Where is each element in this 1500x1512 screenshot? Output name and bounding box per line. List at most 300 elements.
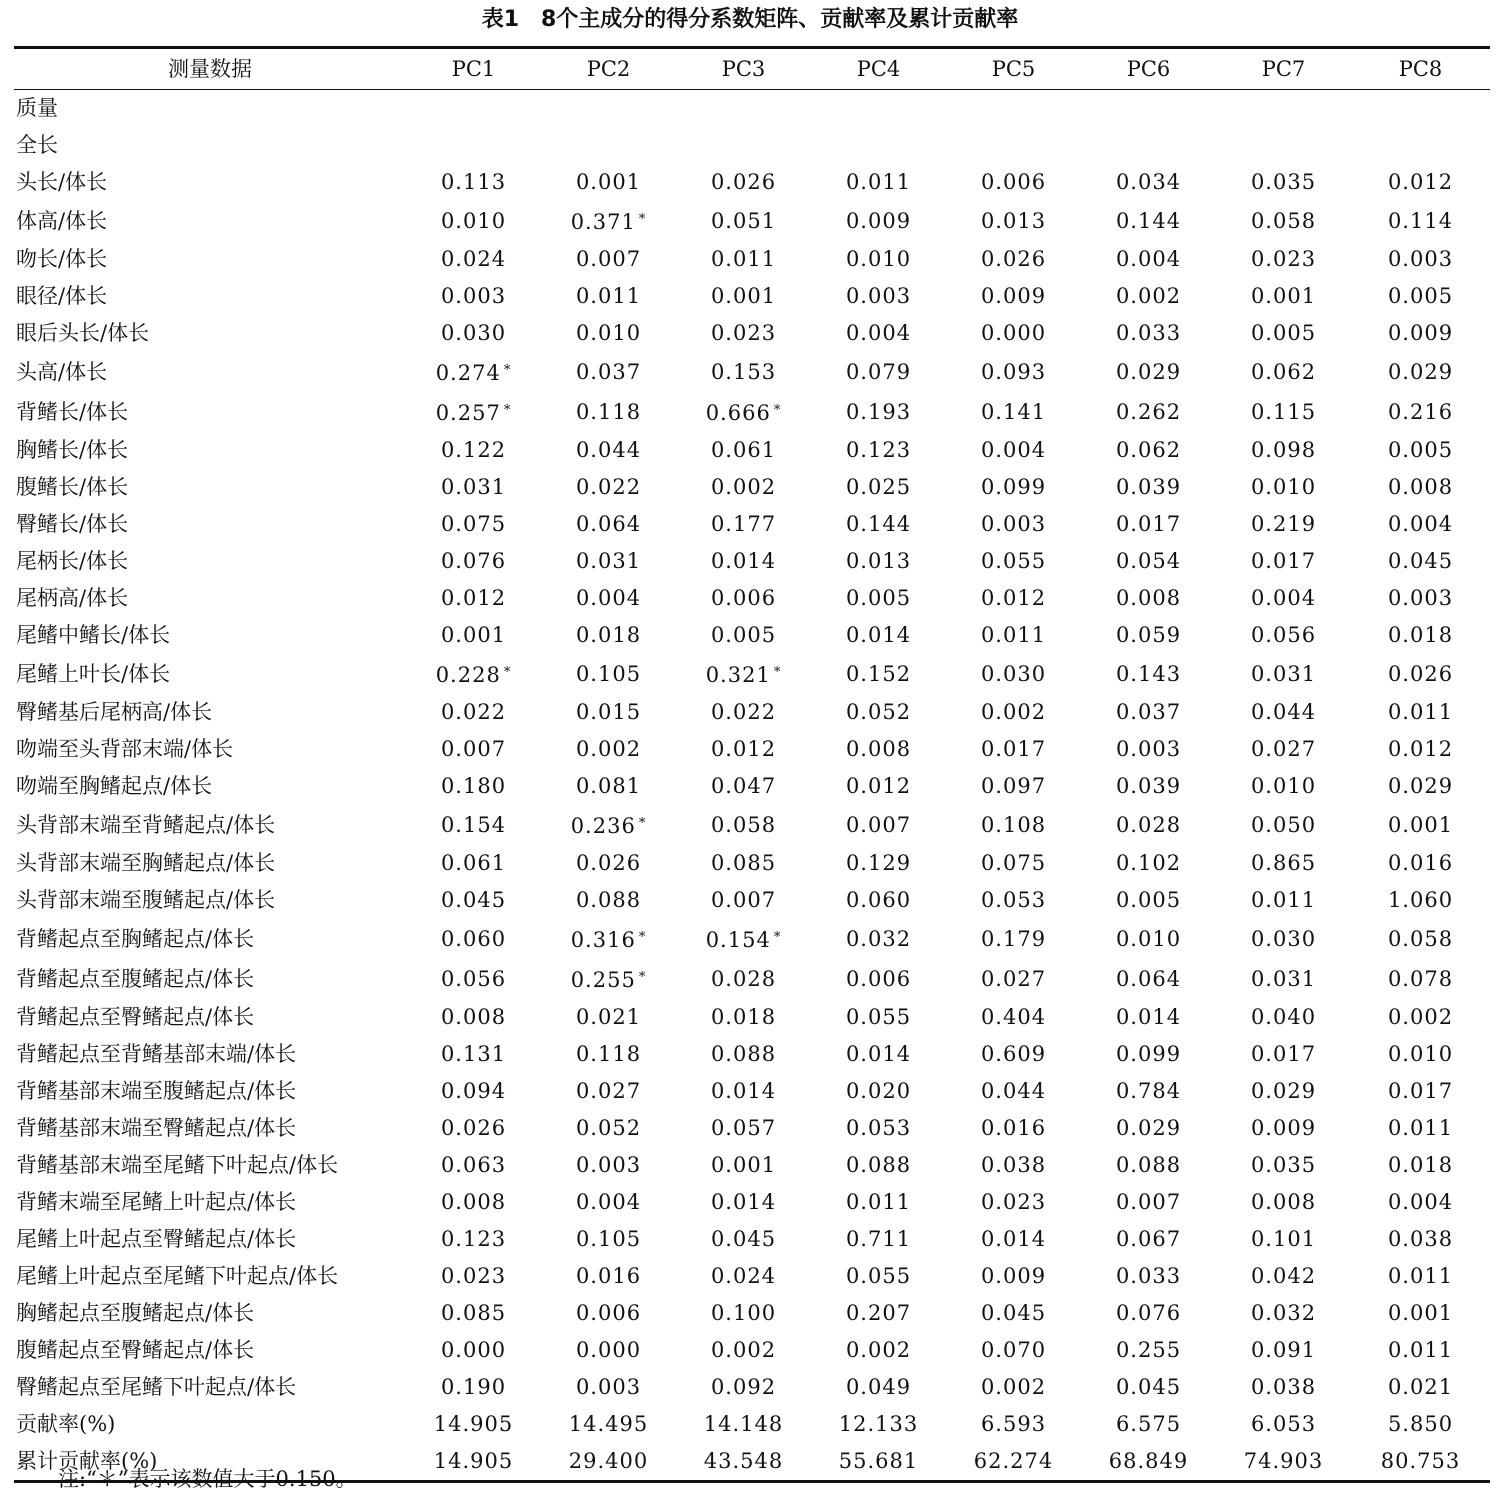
value-number: 0.255 [570, 968, 636, 992]
value-cell: 0.045 [1387, 549, 1454, 573]
value-cell [1081, 90, 1216, 128]
value-cell: 0.003 [440, 284, 507, 308]
value-cell: 0.011 [1387, 1116, 1454, 1140]
value-cell: 0.006 [980, 170, 1047, 194]
value-cell: 0.003 [1115, 737, 1182, 761]
value-cell [406, 392, 541, 432]
value-cell: 0.042 [1250, 1264, 1317, 1288]
value-cell: 0.076 [1115, 1301, 1182, 1325]
table-row [14, 506, 1490, 543]
table-row [14, 127, 1490, 164]
value-cell: 0.061 [710, 438, 777, 462]
value-cell: 0.029 [1115, 359, 1182, 384]
value-cell: 0.001 [440, 623, 507, 647]
value-cell: 0.029 [1250, 1079, 1317, 1103]
value-cell: 0.016 [980, 1116, 1047, 1140]
value-cell: 6.575 [1115, 1412, 1182, 1436]
row-label: 背鳍起点至背鳍基部末端/体长 [16, 1042, 297, 1066]
value-cell: 0.008 [845, 737, 912, 761]
value-cell: 0.052 [575, 1116, 642, 1140]
value-cell: 0.008 [1250, 1190, 1317, 1214]
row-label: 臀鳍基后尾柄高/体长 [16, 700, 213, 724]
value-cell: 0.016 [575, 1264, 642, 1288]
value-cell: 0.216 [1387, 399, 1454, 424]
value-cell [541, 90, 676, 128]
value-cell: 0.009 [845, 208, 912, 233]
value-cell: 0.015 [575, 700, 642, 724]
value-cell: 0.011 [1250, 888, 1317, 912]
value-cell: 0.075 [440, 512, 507, 536]
value-cell: 0.102 [1115, 851, 1182, 875]
value-cell: 0.255 [1115, 1338, 1182, 1362]
value-cell: 0.097 [980, 774, 1047, 798]
value-cell [676, 90, 811, 128]
value-cell: 0.099 [980, 475, 1047, 499]
value-cell: 0.054 [1115, 549, 1182, 573]
value-cell: 0.004 [575, 1190, 642, 1214]
header-cell-pc7: PC7 [1216, 48, 1351, 90]
asterisk-marker: * [773, 665, 782, 680]
header-cell-pc4: PC4 [811, 48, 946, 90]
value-cell [676, 392, 811, 432]
value-cell: 0.219 [1250, 512, 1317, 536]
value-cell: 0.010 [1387, 1042, 1454, 1066]
table-row [14, 805, 1490, 845]
value-cell: 0.014 [710, 1190, 777, 1214]
value-cell: 0.143 [1115, 661, 1182, 686]
row-label: 背鳍长/体长 [16, 399, 129, 424]
value-cell: 0.060 [845, 888, 912, 912]
value-cell: 0.011 [710, 247, 777, 271]
value-cell: 0.045 [980, 1301, 1047, 1325]
value-cell [1351, 127, 1490, 164]
value-cell: 0.014 [710, 549, 777, 573]
value-cell [676, 127, 811, 164]
value-cell: 0.017 [1387, 1079, 1454, 1103]
value-cell: 0.079 [845, 359, 912, 384]
value-number: 0.274 [435, 361, 501, 385]
table-row [14, 580, 1490, 617]
value-cell: 0.118 [575, 399, 642, 424]
value-cell: 0.062 [1115, 438, 1182, 462]
table-row [14, 1258, 1490, 1295]
value-cell: 0.058 [710, 812, 777, 837]
value-cell: 0.865 [1250, 851, 1317, 875]
value-cell: 0.023 [980, 1190, 1047, 1214]
value-cell: 0.154 [440, 812, 507, 837]
value-cell: 0.177 [710, 512, 777, 536]
value-cell [541, 959, 676, 999]
value-cell: 0.016 [1387, 851, 1454, 875]
value-cell: 0.047 [710, 774, 777, 798]
table-row [14, 959, 1490, 999]
value-cell: 14.905 [433, 1412, 514, 1436]
value-cell: 0.010 [575, 321, 642, 345]
value-cell: 62.274 [946, 1443, 1081, 1482]
table-row [14, 694, 1490, 731]
asterisk-marker: * [638, 212, 647, 227]
table-row [14, 1221, 1490, 1258]
value-cell: 0.013 [980, 208, 1047, 233]
value-cell: 0.031 [1250, 966, 1317, 991]
value-cell: 74.903 [1216, 1443, 1351, 1482]
value-cell: 0.056 [440, 966, 507, 991]
table-row [14, 392, 1490, 432]
value-cell: 0.057 [710, 1116, 777, 1140]
value-cell [1216, 90, 1351, 128]
table-row [14, 1110, 1490, 1147]
value-cell: 0.784 [1115, 1079, 1182, 1103]
value-cell: 0.007 [710, 888, 777, 912]
value-cell: 0.013 [845, 549, 912, 573]
value-cell: 0.023 [710, 321, 777, 345]
row-label: 背鳍起点至腹鳍起点/体长 [16, 966, 255, 991]
value-cell: 0.078 [1387, 966, 1454, 991]
value-cell: 0.007 [575, 247, 642, 271]
value-cell: 0.020 [845, 1079, 912, 1103]
value-cell: 0.031 [575, 549, 642, 573]
value-cell: 0.017 [1250, 1042, 1317, 1066]
table-row [14, 201, 1490, 241]
row-label: 头长/体长 [16, 170, 108, 194]
value-cell: 0.000 [440, 1338, 507, 1362]
value-cell: 0.050 [1250, 812, 1317, 837]
table-row [14, 617, 1490, 654]
value-cell: 0.061 [440, 851, 507, 875]
value-cell: 0.014 [980, 1227, 1047, 1251]
row-label: 尾鳍中鳍长/体长 [16, 623, 171, 647]
value-cell: 0.003 [575, 1375, 642, 1399]
value-cell: 43.548 [676, 1443, 811, 1482]
value-cell: 0.122 [440, 438, 507, 462]
asterisk-marker: * [638, 816, 647, 831]
value-cell: 0.003 [845, 284, 912, 308]
value-cell: 0.038 [980, 1153, 1047, 1177]
asterisk-marker: * [503, 403, 512, 418]
value-cell: 0.114 [1387, 208, 1454, 233]
row-label: 累计贡献率(%) [14, 1443, 406, 1482]
value-cell: 0.002 [1115, 284, 1182, 308]
value-cell: 14.148 [703, 1412, 784, 1436]
value-cell: 0.179 [980, 926, 1047, 951]
value-cell: 0.026 [710, 170, 777, 194]
value-cell: 6.053 [1250, 1412, 1317, 1436]
row-label: 头背部末端至背鳍起点/体长 [16, 812, 276, 837]
value-cell: 14.495 [568, 1412, 649, 1436]
value-cell [1081, 127, 1216, 164]
value-cell: 0.005 [1250, 321, 1317, 345]
value-cell: 0.081 [575, 774, 642, 798]
row-label: 全长 [16, 133, 58, 157]
table-row [14, 1184, 1490, 1221]
value-cell: 0.004 [1115, 247, 1182, 271]
value-cell: 0.011 [845, 170, 912, 194]
value-cell: 0.012 [440, 586, 507, 610]
value-cell: 0.118 [575, 1042, 642, 1066]
value-cell: 6.593 [980, 1412, 1047, 1436]
table-row [14, 1332, 1490, 1369]
value-cell: 0.058 [1387, 926, 1454, 951]
value-cell: 0.005 [1387, 284, 1454, 308]
value-cell: 0.031 [1250, 661, 1317, 686]
row-label: 尾柄高/体长 [16, 586, 129, 610]
value-cell: 0.105 [575, 661, 642, 686]
value-number: 0.228 [435, 663, 501, 687]
value-cell: 0.027 [980, 966, 1047, 991]
value-cell: 0.001 [710, 284, 777, 308]
value-cell: 0.021 [575, 1005, 642, 1029]
table-row [14, 654, 1490, 694]
value-cell: 80.753 [1351, 1443, 1490, 1482]
table-body [14, 90, 1490, 1482]
header-cell-pc2: PC2 [541, 48, 676, 90]
value-cell: 0.028 [710, 966, 777, 991]
value-cell [1216, 127, 1351, 164]
row-label: 体高/体长 [16, 208, 108, 233]
value-cell: 0.014 [1115, 1005, 1182, 1029]
row-label: 臀鳍起点至尾鳍下叶起点/体长 [16, 1375, 297, 1399]
value-cell: 0.002 [980, 700, 1047, 724]
value-cell: 0.062 [1250, 359, 1317, 384]
row-label: 头高/体长 [16, 359, 108, 384]
value-cell: 0.032 [845, 926, 912, 951]
value-cell: 0.004 [845, 321, 912, 345]
value-cell: 0.011 [575, 284, 642, 308]
value-cell: 0.088 [710, 1042, 777, 1066]
value-cell: 0.018 [710, 1005, 777, 1029]
value-cell: 55.681 [811, 1443, 946, 1482]
value-cell: 0.045 [1115, 1375, 1182, 1399]
value-cell: 0.100 [710, 1301, 777, 1325]
value-cell: 0.092 [710, 1375, 777, 1399]
value-cell: 0.064 [1115, 966, 1182, 991]
value-cell: 0.027 [575, 1079, 642, 1103]
row-label: 头背部末端至腹鳍起点/体长 [16, 888, 276, 912]
value-cell: 0.044 [1250, 700, 1317, 724]
value-cell: 0.180 [440, 774, 507, 798]
table-row [14, 999, 1490, 1036]
value-cell: 0.023 [440, 1264, 507, 1288]
table-row [14, 352, 1490, 392]
value-cell: 0.037 [575, 359, 642, 384]
value-cell: 0.055 [845, 1264, 912, 1288]
row-label: 吻端至头背部末端/体长 [16, 737, 234, 761]
table-row [14, 1036, 1490, 1073]
value-cell: 0.004 [1250, 586, 1317, 610]
table-row [14, 1295, 1490, 1332]
row-label: 尾鳍上叶长/体长 [16, 661, 171, 686]
value-cell: 0.088 [845, 1153, 912, 1177]
value-cell: 0.039 [1115, 774, 1182, 798]
table-title: 表1 8个主成分的得分系数矩阵、贡献率及累计贡献率 [481, 7, 1019, 32]
row-label: 背鳍末端至尾鳍上叶起点/体长 [16, 1190, 297, 1214]
value-cell [541, 805, 676, 845]
row-label: 质量 [16, 96, 58, 120]
value-cell: 0.404 [980, 1005, 1047, 1029]
value-cell: 0.027 [1250, 737, 1317, 761]
row-label: 尾鳍上叶起点至臀鳍起点/体长 [16, 1227, 297, 1251]
value-cell: 0.040 [1250, 1005, 1317, 1029]
value-number: 0.236 [570, 814, 636, 838]
asterisk-marker: * [638, 930, 647, 945]
value-cell: 0.003 [1387, 247, 1454, 271]
table-row [14, 768, 1490, 805]
header-cell-measure: 测量数据 [14, 48, 406, 90]
value-cell: 0.028 [1115, 812, 1182, 837]
asterisk-marker: * [503, 363, 512, 378]
value-cell: 0.012 [980, 586, 1047, 610]
value-cell: 0.031 [440, 475, 507, 499]
value-cell: 0.144 [1115, 208, 1182, 233]
value-cell: 0.006 [845, 966, 912, 991]
value-cell: 0.037 [1115, 700, 1182, 724]
value-cell: 0.207 [845, 1301, 912, 1325]
value-cell: 0.005 [1387, 438, 1454, 462]
value-cell: 0.064 [575, 512, 642, 536]
value-cell: 0.007 [440, 737, 507, 761]
value-cell: 0.053 [980, 888, 1047, 912]
value-cell: 0.029 [1387, 774, 1454, 798]
value-cell: 0.105 [575, 1227, 642, 1251]
value-cell [676, 919, 811, 959]
value-cell: 0.034 [1115, 170, 1182, 194]
value-cell: 0.085 [710, 851, 777, 875]
table-row [14, 1147, 1490, 1184]
value-cell: 0.018 [575, 623, 642, 647]
value-cell: 0.123 [845, 438, 912, 462]
value-cell: 0.152 [845, 661, 912, 686]
row-label: 背鳍基部末端至臀鳍起点/体长 [16, 1116, 297, 1140]
value-cell: 12.133 [838, 1412, 919, 1436]
value-cell: 0.045 [710, 1227, 777, 1251]
value-cell: 0.018 [1387, 623, 1454, 647]
table-row [14, 1406, 1490, 1443]
value-cell: 0.099 [1115, 1042, 1182, 1066]
value-cell: 0.002 [710, 1338, 777, 1362]
value-cell: 0.001 [1387, 812, 1454, 837]
value-cell: 0.006 [710, 586, 777, 610]
value-cell: 0.076 [440, 549, 507, 573]
value-cell: 0.018 [1387, 1153, 1454, 1177]
row-label: 头背部末端至胸鳍起点/体长 [16, 851, 276, 875]
value-cell [811, 127, 946, 164]
value-cell: 68.849 [1081, 1443, 1216, 1482]
value-cell: 0.014 [845, 1042, 912, 1066]
value-cell: 0.012 [1387, 170, 1454, 194]
row-label: 背鳍基部末端至腹鳍起点/体长 [16, 1079, 297, 1103]
value-cell: 0.011 [1387, 700, 1454, 724]
value-cell: 0.063 [440, 1153, 507, 1177]
row-label: 贡献率(%) [16, 1412, 116, 1436]
value-cell: 0.024 [440, 247, 507, 271]
value-cell: 0.012 [1387, 737, 1454, 761]
value-cell: 0.038 [1387, 1227, 1454, 1251]
table-header-row [14, 48, 1490, 90]
value-cell: 0.008 [1115, 586, 1182, 610]
value-cell: 0.011 [1387, 1338, 1454, 1362]
row-label: 尾柄长/体长 [16, 549, 129, 573]
table-row [14, 432, 1490, 469]
row-label: 眼径/体长 [16, 284, 108, 308]
value-cell: 0.000 [575, 1338, 642, 1362]
value-cell [811, 90, 946, 128]
value-cell: 0.123 [440, 1227, 507, 1251]
value-cell: 0.060 [440, 926, 507, 951]
value-cell: 0.009 [1387, 321, 1454, 345]
table-row [14, 882, 1490, 919]
value-cell: 0.008 [1387, 475, 1454, 499]
row-label: 背鳍基部末端至尾鳍下叶起点/体长 [16, 1153, 339, 1177]
table-row [14, 241, 1490, 278]
value-cell: 0.056 [1250, 623, 1317, 647]
table-row [14, 315, 1490, 352]
row-label: 胸鳍起点至腹鳍起点/体长 [16, 1301, 255, 1325]
value-cell: 0.067 [1115, 1227, 1182, 1251]
value-number: 0.257 [435, 401, 501, 425]
value-cell: 0.005 [1115, 888, 1182, 912]
value-cell [406, 352, 541, 392]
row-label: 背鳍起点至臀鳍起点/体长 [16, 1005, 255, 1029]
value-cell: 0.032 [1250, 1301, 1317, 1325]
value-cell: 0.008 [440, 1005, 507, 1029]
value-cell: 0.108 [980, 812, 1047, 837]
value-cell: 0.141 [980, 399, 1047, 424]
value-cell: 0.001 [710, 1153, 777, 1177]
value-cell: 0.055 [845, 1005, 912, 1029]
asterisk-marker: * [503, 665, 512, 680]
value-cell: 0.085 [440, 1301, 507, 1325]
value-cell: 0.012 [710, 737, 777, 761]
value-number: 0.371 [570, 210, 636, 234]
value-cell: 0.038 [1250, 1375, 1317, 1399]
value-cell: 0.004 [980, 438, 1047, 462]
header-cell-pc8: PC8 [1351, 48, 1490, 90]
value-cell: 0.026 [980, 247, 1047, 271]
asterisk-marker: * [773, 403, 782, 418]
value-cell: 0.004 [1387, 1190, 1454, 1214]
value-cell: 0.055 [980, 549, 1047, 573]
row-label: 臀鳍长/体长 [16, 512, 129, 536]
table-row [14, 90, 1490, 128]
value-cell: 0.004 [575, 586, 642, 610]
value-cell: 0.022 [710, 700, 777, 724]
value-cell: 0.088 [575, 888, 642, 912]
value-cell: 0.029 [1387, 359, 1454, 384]
value-cell: 0.035 [1250, 1153, 1317, 1177]
value-cell: 0.030 [1250, 926, 1317, 951]
value-number: 0.316 [570, 928, 636, 952]
value-cell: 0.002 [1387, 1005, 1454, 1029]
value-cell: 0.012 [845, 774, 912, 798]
value-cell: 0.030 [440, 321, 507, 345]
value-cell: 0.025 [845, 475, 912, 499]
value-cell: 0.005 [710, 623, 777, 647]
value-cell: 0.006 [575, 1301, 642, 1325]
value-cell: 0.014 [710, 1079, 777, 1103]
value-cell: 0.011 [980, 623, 1047, 647]
value-cell: 0.153 [710, 359, 777, 384]
value-cell: 0.129 [845, 851, 912, 875]
value-cell: 0.017 [980, 737, 1047, 761]
value-cell: 0.045 [440, 888, 507, 912]
value-cell: 0.026 [440, 1116, 507, 1140]
value-cell: 0.011 [1387, 1264, 1454, 1288]
value-cell: 0.026 [1387, 661, 1454, 686]
row-label: 腹鳍起点至臀鳍起点/体长 [16, 1338, 255, 1362]
value-number: 0.666 [705, 401, 771, 425]
value-cell: 0.029 [1115, 1116, 1182, 1140]
table-row [14, 1073, 1490, 1110]
